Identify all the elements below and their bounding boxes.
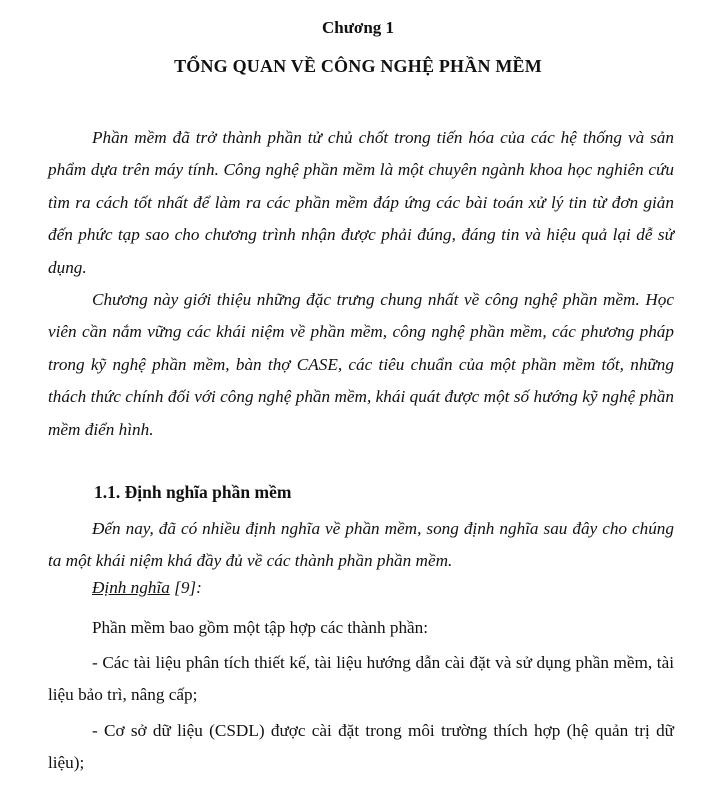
definition-label: Định nghĩa [92,578,170,597]
section-intro-paragraph: Đến nay, đã có nhiều định nghĩa về phần mềm, song định nghĩa sau đây cho chúng ta một khái niệm khá đầy đủ về các thành phần phần mềm. [48,519,674,571]
list-item-database: - Cơ sở dữ liệu (CSDL) được cài đặt trong môi trường thích hợp (hệ quản trị dữ liệu); [48,721,674,773]
intro-paragraph-1: Phần mềm đã trở thành phần tử chủ chốt trong tiến hóa của các hệ thống và sản phẩm dựa trên máy tính. Công nghệ phần mềm là một chuyên ngành khoa học nghiên cứu tìm ra cách tốt nhất để làm ra các phần mềm đáp ứng các bài toán xử lý tin từ đơn giản đến phức tạp sao cho chương trình nhận được phải đúng, đáng tin và hiệu quả lại dễ sử dụng. [48,128,674,277]
definition-reference: [9]: [169,578,202,597]
chapter-title: TỔNG QUAN VỀ CÔNG NGHỆ PHẦN MỀM [174,56,542,76]
list-item-documents: - Các tài liệu phân tích thiết kế, tài liệu hướng dẫn cài đặt và sử dụng phần mềm, tài liệu bảo trì, nâng cấp; [48,653,674,705]
intro-paragraph-2: Chương này giới thiệu những đặc trưng chung nhất về công nghệ phần mềm. Học viên cần nắm vững các khái niệm về phần mềm, công nghệ phần mềm, các phương pháp trong kỹ nghệ phần mềm, bàn thợ CASE, các tiêu chuẩn của một phần mềm tốt, những thách thức chính đối với công nghệ phần mềm, khái quát được một số hướng kỹ nghệ phần mềm điển hình. [48,290,674,439]
definition-lead: Phần mềm bao gồm một tập hợp các thành phần: [92,618,429,637]
definition-line [92,578,202,598]
section-heading: 1.1. Định nghĩa phần mềm [94,482,292,502]
chapter-number: Chương 1 [321,18,395,37]
